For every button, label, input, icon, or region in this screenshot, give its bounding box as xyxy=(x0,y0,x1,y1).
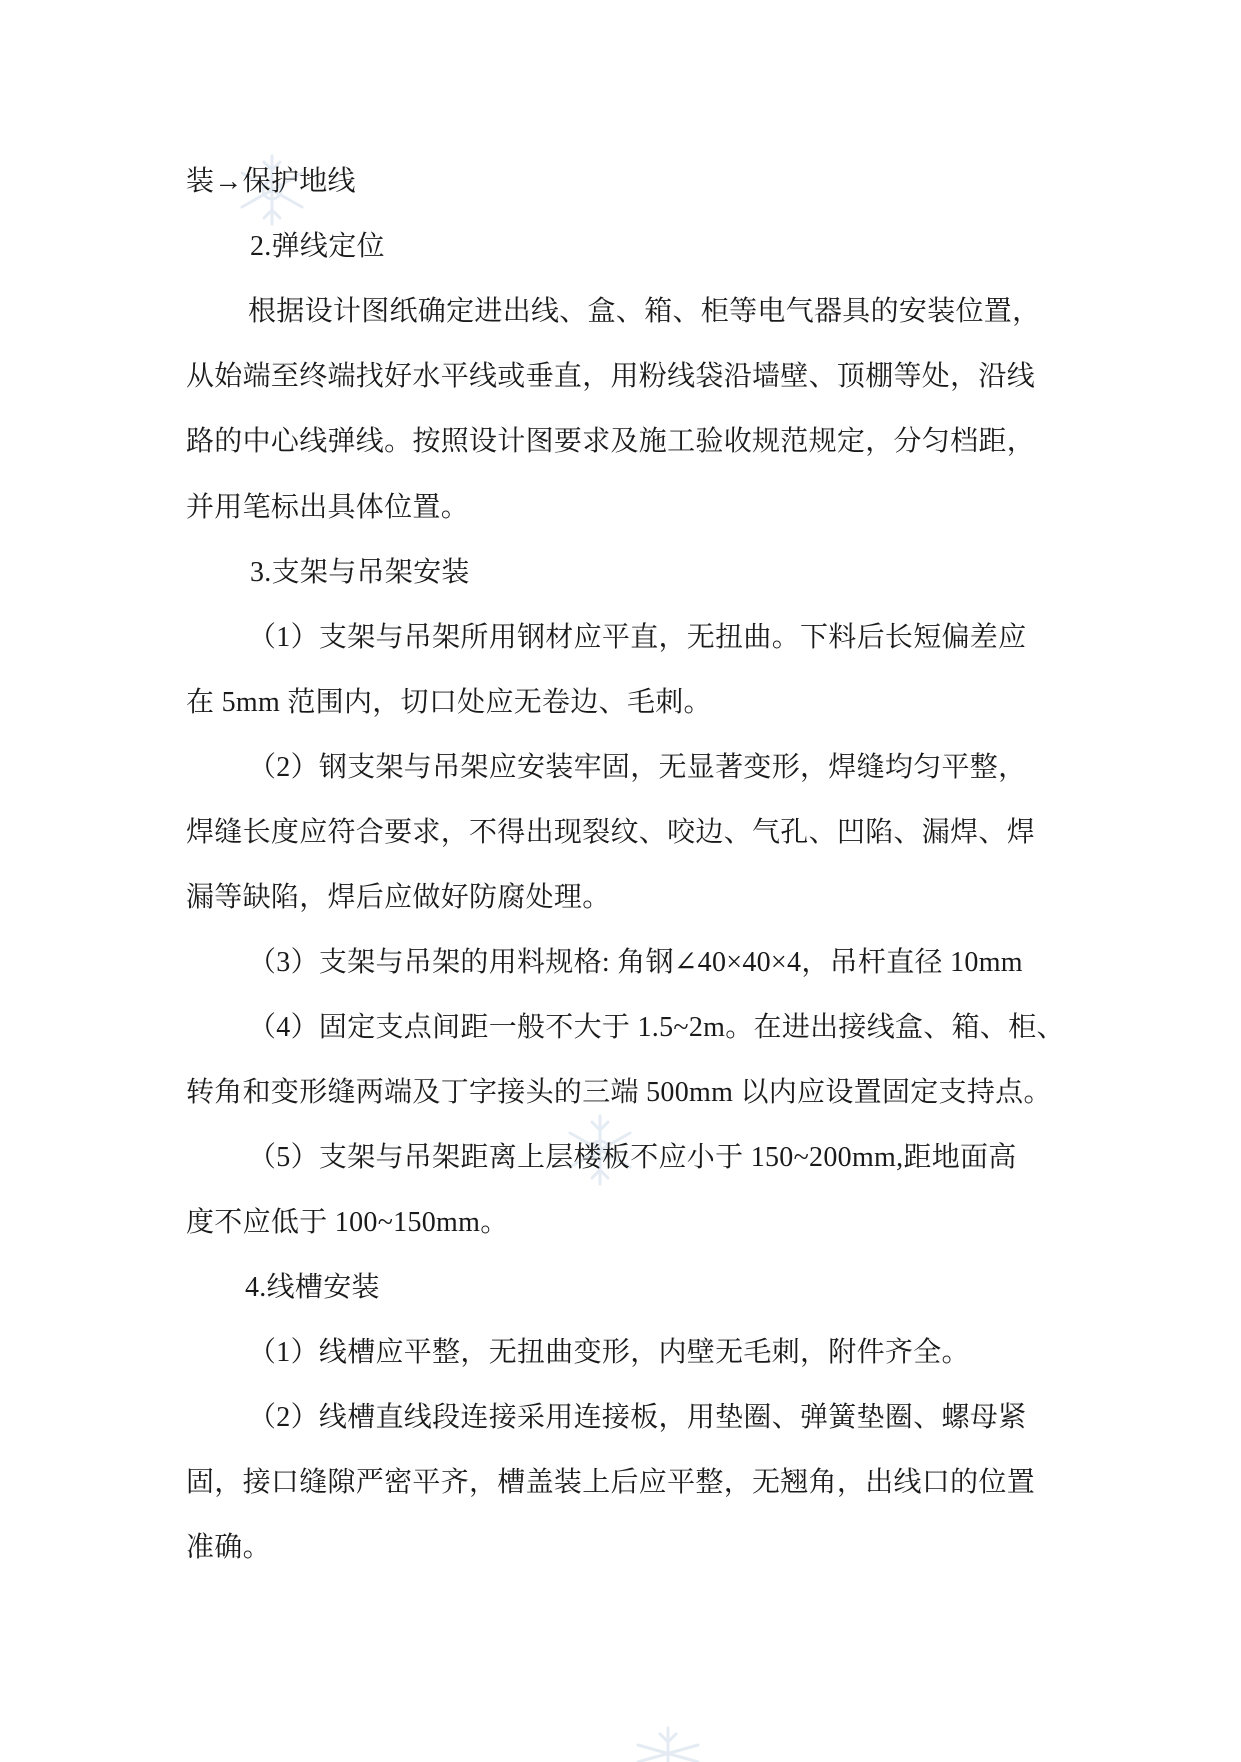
text-line: 根据设计图纸确定进出线、盒、箱、柜等电气器具的安装位置， xyxy=(248,296,1041,327)
text-line: （4）固定支点间距一般不大于 1.5~2m。在进出接线盒、箱、柜、 xyxy=(248,1012,1065,1043)
text-line: 度不应低于 100~150mm。 xyxy=(186,1207,509,1238)
text-line: （2）钢支架与吊架应安装牢固，无显著变形，焊缝均匀平整， xyxy=(248,752,1027,783)
snowflake-watermark-icon xyxy=(628,1722,708,1762)
text-line: 并用笔标出具体位置。 xyxy=(186,492,470,523)
section-heading: 2.弹线定位 xyxy=(250,231,385,262)
text-line: 从始端至终端找好水平线或垂直，用粉线袋沿墙壁、顶棚等处，沿线 xyxy=(186,361,1036,392)
text-line: 固，接口缝隙严密平齐，槽盖装上后应平整，无翘角，出线口的位置 xyxy=(186,1467,1036,1498)
text-line: （1）线槽应平整，无扭曲变形，内壁无毛刺，附件齐全。 xyxy=(248,1337,970,1368)
section-heading: 3.支架与吊架安装 xyxy=(250,557,470,588)
text-line: （5）支架与吊架距离上层楼板不应小于 150~200mm,距地面高 xyxy=(248,1142,1017,1173)
text-line: （3）支架与吊架的用料规格: 角钢∠40×40×4，吊杆直径 10mm xyxy=(248,947,1023,978)
section-heading: 4.线槽安装 xyxy=(245,1272,380,1303)
text-line: 路的中心线弹线。按照设计图要求及施工验收规范规定，分匀档距， xyxy=(186,426,1036,457)
text-line: 准确。 xyxy=(186,1532,271,1563)
text-line: 焊缝长度应符合要求，不得出现裂纹、咬边、气孔、凹陷、漏焊、焊 xyxy=(186,817,1036,848)
text-line: 转角和变形缝两端及丁字接头的三端 500mm 以内应设置固定支持点。 xyxy=(186,1077,1052,1108)
text-line: 漏等缺陷，焊后应做好防腐处理。 xyxy=(186,882,611,913)
text-line: （2）线槽直线段连接采用连接板，用垫圈、弹簧垫圈、螺母紧 xyxy=(248,1402,1027,1433)
text-line: （1）支架与吊架所用钢材应平直，无扭曲。下料后长短偏差应 xyxy=(248,622,1027,653)
text-line: 装→保护地线 xyxy=(186,166,356,197)
text-line: 在 5mm 范围内，切口处应无卷边、毛刺。 xyxy=(186,687,712,718)
